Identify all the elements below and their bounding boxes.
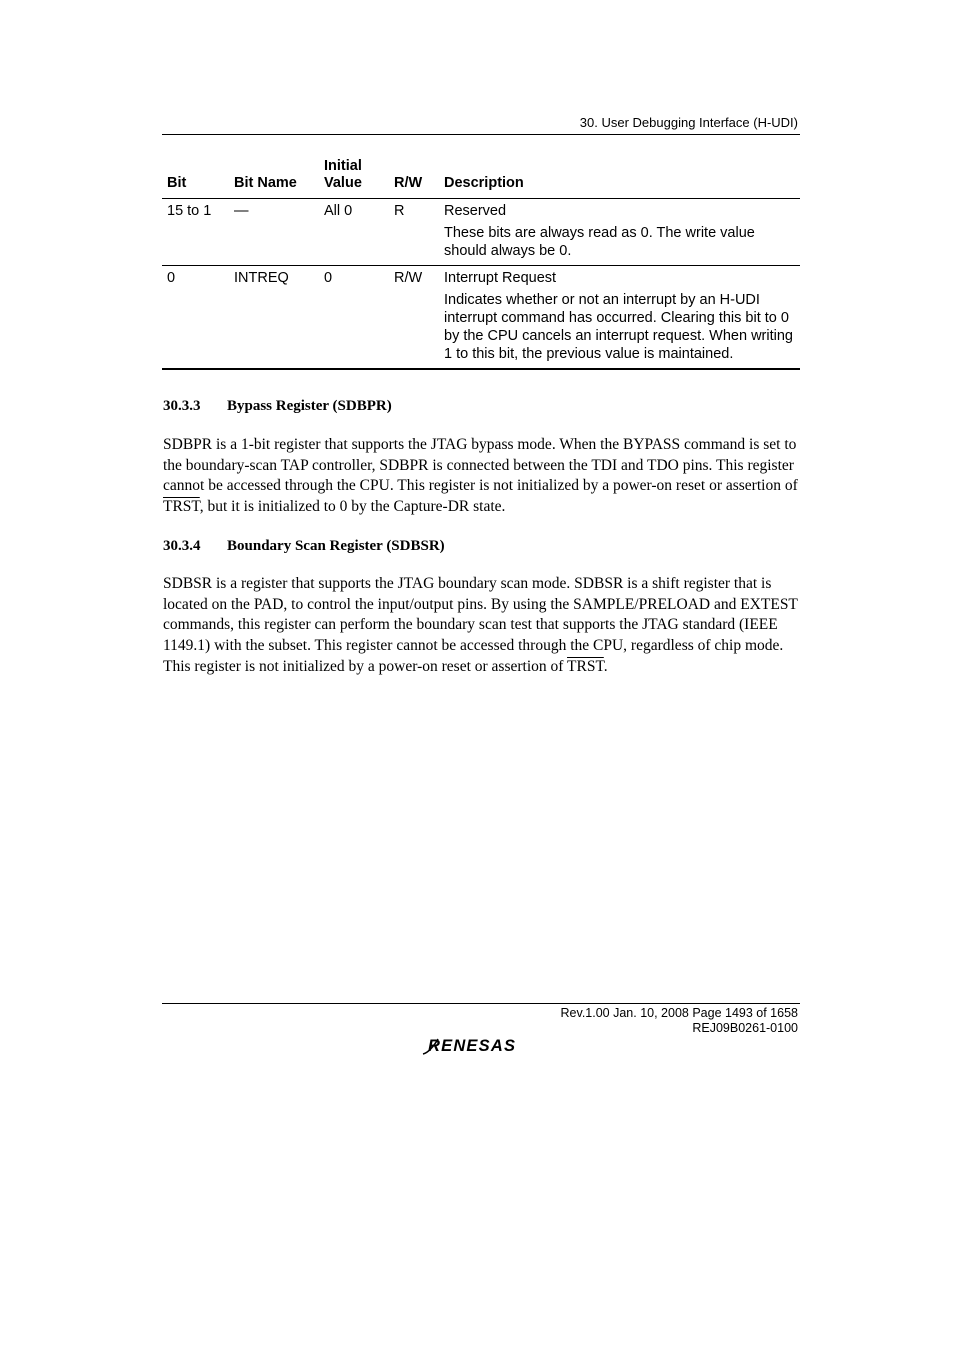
header-bit-name: Bit Name bbox=[229, 156, 319, 199]
register-bit-table bbox=[162, 156, 800, 370]
renesas-logo bbox=[422, 1034, 542, 1056]
header-description: Description bbox=[439, 156, 800, 199]
section-title: Bypass Register (SDBPR) bbox=[227, 398, 392, 414]
header-initial-line1: Initial bbox=[324, 158, 362, 174]
trst-signal: TRST bbox=[163, 498, 200, 516]
cell-rw: R bbox=[389, 199, 439, 266]
paragraph-text: SDBSR is a register that supports the JTAG boundary scan mode. SDBSR is a shift register that is located on the PAD, to control the input/output pins. By using the SAMPLE/PRELOAD and EXTEST commands, this register can perform the boundary scan test that supports the JTAG standard (IEEE 1149.1) with the subset. This register cannot be accessed through the CPU, regardless of chip mode. This register is not initialized by a power-on reset or assertion of bbox=[163, 575, 798, 675]
running-header: 30. User Debugging Interface (H-UDI) bbox=[579, 115, 798, 130]
section-number: 30.3.3 bbox=[163, 398, 201, 414]
description-text: Indicates whether or not an interrupt by an H-UDI interrupt command has occurred. Clearing this bit to 0 by the CPU cancels an interrupt request. When writing 1 to this bit, the previous value is maintained. bbox=[444, 292, 793, 362]
table-row bbox=[162, 199, 800, 266]
paragraph-text: SDBPR is a 1-bit register that supports the JTAG bypass mode. When the BYPASS command is set to the boundary-scan TAP controller, SDBPR is connected between the TDI and TDO pins. This register cannot be accessed through the CPU. This register is not initialized by a power-on reset or assertion of bbox=[163, 436, 798, 495]
header-initial-line2: Value bbox=[324, 175, 362, 191]
footer-rule bbox=[162, 1003, 800, 1004]
logo-wordmark: RENESAS bbox=[428, 1037, 517, 1055]
cell-rw: R/W bbox=[389, 266, 439, 370]
section-number: 30.3.4 bbox=[163, 538, 201, 554]
section-heading-boundary-scan bbox=[163, 538, 445, 555]
description-text: These bits are always read as 0. The write value should always be 0. bbox=[444, 225, 755, 259]
cell-initial-value: All 0 bbox=[319, 199, 389, 266]
section-heading-bypass bbox=[163, 398, 392, 415]
table-row bbox=[162, 266, 800, 370]
section-title: Boundary Scan Register (SDBSR) bbox=[227, 538, 445, 554]
header-bit: Bit bbox=[162, 156, 229, 199]
revision-line: Rev.1.00 Jan. 10, 2008 Page 1493 of 1658 bbox=[560, 1006, 798, 1020]
paragraph-boundary-scan bbox=[163, 574, 803, 678]
paragraph-text: . bbox=[603, 657, 608, 675]
trst-signal: TRST bbox=[567, 657, 604, 675]
cell-description bbox=[439, 266, 800, 370]
paragraph-bypass bbox=[163, 435, 803, 518]
cell-bit: 15 to 1 bbox=[162, 199, 229, 266]
table-header-row bbox=[162, 156, 800, 199]
footer-info bbox=[0, 1006, 798, 1036]
header-rw: R/W bbox=[389, 156, 439, 199]
document-number: REJ09B0261-0100 bbox=[692, 1021, 798, 1035]
paragraph-text: , but it is initialized to 0 by the Capture-DR state. bbox=[199, 498, 506, 516]
cell-initial-value: 0 bbox=[319, 266, 389, 370]
description-title: Interrupt Request bbox=[444, 270, 557, 286]
cell-bit: 0 bbox=[162, 266, 229, 370]
header-initial-value bbox=[319, 156, 389, 199]
cell-bit-name: — bbox=[229, 199, 319, 266]
header-rule bbox=[162, 134, 800, 135]
cell-description bbox=[439, 199, 800, 266]
description-title: Reserved bbox=[444, 203, 507, 219]
cell-bit-name: INTREQ bbox=[229, 266, 319, 370]
